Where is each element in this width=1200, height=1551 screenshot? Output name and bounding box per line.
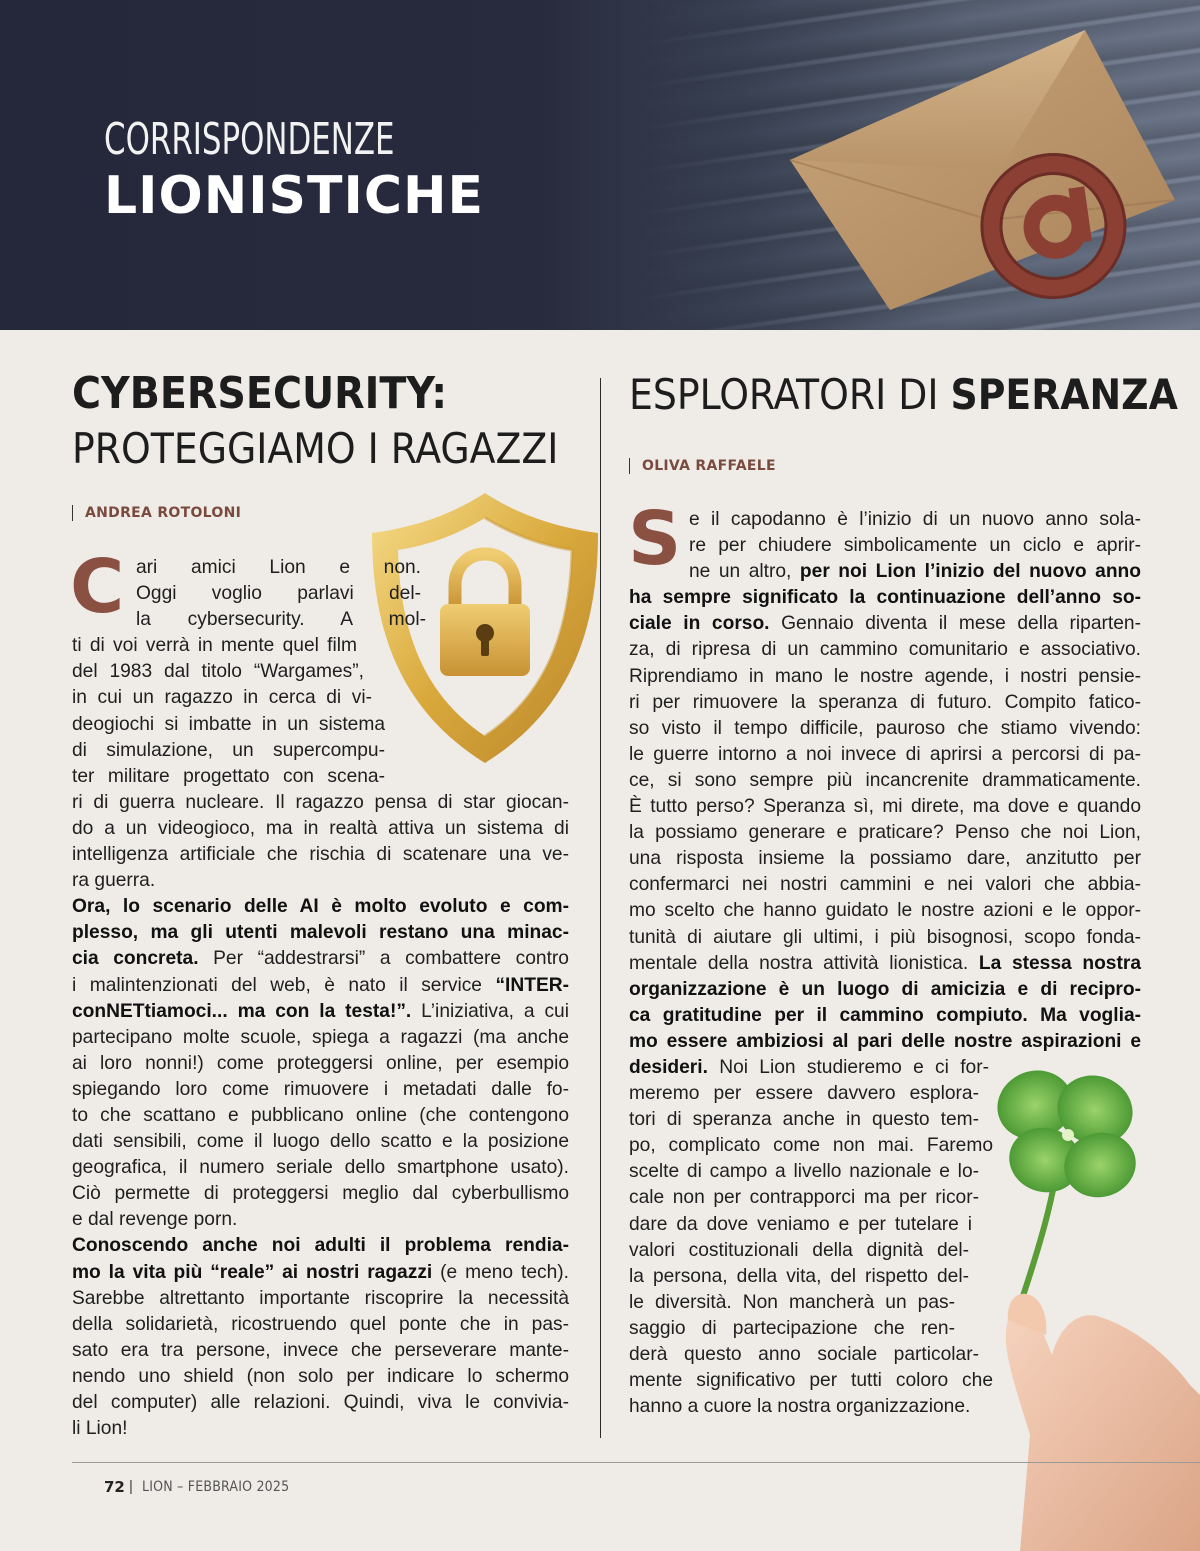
text-line: tori di speranza anche in questo tem- [629, 1109, 979, 1131]
text-line: Oggi voglio parlavi del- [136, 583, 421, 605]
text-line: za, di ripresa di un cammino comunitario e associativo. [629, 639, 1141, 661]
bold-text: ha sempre significato la continuazione dell’anno so- [629, 587, 1141, 609]
text-line: ari amici Lion e non. [136, 557, 421, 578]
text-line: della solidarietà, ricostruendo quel ponte che in pas- [72, 1313, 569, 1335]
text-line: mente significativo per tutti coloro che [629, 1370, 993, 1392]
right-article-body [629, 507, 1141, 1420]
text-line: cale non per contrapporci ma per ricor- [629, 1187, 979, 1209]
text-line [72, 946, 569, 972]
bold-text: per noi Lion l’inizio del nuovo anno [799, 561, 1141, 583]
envelope-at-sign-icon [780, 20, 1180, 310]
text-span: Gennaio diventa il mese della riparten- [769, 613, 1141, 635]
left-dropcap: C [70, 544, 125, 630]
text-line [72, 894, 569, 920]
footer-rule [72, 1462, 1200, 1463]
text-span: Per “addestrarsi” a combattere contro [198, 948, 569, 970]
text-line: una risposta insieme la possiamo dare, anzitutto per [629, 848, 1141, 870]
text-line: intelligenza artificiale che rischia di scatenare una ve- [72, 844, 569, 866]
text-line: sato era tra persone, invece che perseverare mante- [72, 1339, 569, 1361]
text-line [72, 920, 569, 946]
text-line [72, 999, 569, 1025]
text-line [72, 973, 569, 999]
text-line: la possiamo generare e praticare? Penso che noi Lion, [629, 822, 1141, 844]
text-line: Sarebbe altrettanto importante riscoprire la necessità [72, 1287, 569, 1309]
text-line: e il capodanno è l’inizio di un nuovo anno sola- [689, 509, 1141, 530]
page-number: 72 [104, 1478, 125, 1496]
text-span: i malintenzionati del web, è nato il service [72, 974, 496, 996]
bold-text: desideri. [629, 1056, 708, 1078]
text-line: le diversità. Non mancherà un pas- [629, 1291, 955, 1313]
text-line: del computer) alle relazioni. Quindi, viva le convivia- [72, 1392, 569, 1413]
text-line: ti di voi verrà in mente quel film [72, 635, 357, 657]
bold-text: ciale in corso. [629, 613, 770, 635]
bold-text: organizzazione è un luogo di amicizia e di recipro- [629, 978, 1141, 1000]
text-line: deogiochi si imbatte in un sistema [72, 713, 385, 735]
text-line: meremo per essere davvero esplora- [629, 1083, 979, 1105]
right-headline-light: ESPLORATORI DI [629, 370, 951, 419]
section-title: LIONISTICHE [104, 166, 485, 226]
text-line: do a un videogioco, ma in realtà attiva un sistema di [72, 817, 569, 839]
left-article-body [72, 555, 569, 1442]
bold-text: “INTER- [495, 974, 569, 996]
text-line: nendo uno shield (non solo per indicare lo schermo [72, 1365, 569, 1387]
text-line [629, 1003, 1141, 1029]
text-line: derà questo anno sociale particolar- [629, 1344, 979, 1365]
column-divider [600, 378, 601, 1438]
text-line: scelte di campo a livello nazionale e lo- [629, 1161, 979, 1183]
text-line [689, 559, 1141, 585]
bold-text: cia concreta. [72, 948, 199, 970]
bold-text: mo essere ambiziosi al pari delle nostre aspirazioni e [629, 1030, 1141, 1052]
bold-text: conNETtiamoci... ma con la testa!”. [72, 1000, 412, 1022]
text-line: È tutto perso? Speranza sì, mi direte, ma dove e quando [629, 796, 1141, 818]
text-line: mo scelto che hanno guidato le nostre azioni e le oppor- [629, 900, 1141, 922]
text-line: Ciò permette di proteggersi meglio dal cyberbullismo [72, 1183, 569, 1205]
text-line: del 1983 dal titolo “Wargames”, [72, 661, 364, 683]
text-line: confermarci nei nostri cammini e nei valori che abbia- [629, 874, 1141, 896]
text-line: to che scattano e pubblicano online (che contengono [72, 1104, 569, 1126]
text-line: li Lion! [72, 1418, 128, 1440]
right-headline-bold: SPERANZA [950, 370, 1178, 419]
text-line [629, 611, 1141, 637]
bold-text: mo la vita più “reale” ai nostri ragazzi [72, 1261, 433, 1283]
section-kicker: CORRISPONDENZE [104, 114, 395, 165]
text-line: valori costituzionali della dignità del- [629, 1239, 969, 1261]
text-span: ne un altro, [689, 561, 800, 583]
text-line: geografica, il numero seriale dello smartphone usato). [72, 1157, 569, 1179]
text-line: di simulazione, un supercompu- [72, 739, 385, 761]
right-headline [629, 370, 1178, 419]
text-line: e dal revenge porn. [72, 1209, 238, 1231]
text-line [72, 1260, 569, 1286]
footer-separator: | [129, 1478, 133, 1495]
bold-text: La stessa nostra [978, 952, 1141, 974]
right-dropcap: S [628, 496, 682, 582]
text-line: la cybersecurity. A mol- [136, 609, 426, 631]
text-line: so visto il tempo difficile, pauroso che stiamo vivendo: [629, 717, 1141, 739]
text-line: po, complicato come non mai. Faremo [629, 1135, 993, 1157]
magazine-issue: LION – FEBBRAIO 2025 [142, 1479, 290, 1495]
text-line: ai loro nonni!) come proteggersi online, per esempio [72, 1052, 569, 1074]
bold-text: Conoscendo anche noi adulti il problema rendia- [72, 1235, 569, 1257]
right-byline: OLIVA RAFFAELE [629, 458, 776, 474]
text-span: mentale della nostra attività lionistica. [629, 952, 979, 974]
text-span: Noi Lion studieremo e ci for- [707, 1056, 989, 1078]
left-headline-light: PROTEGGIAMO I RAGAZZI [72, 424, 559, 473]
text-line: le guerre intorno a noi invece di aprirsi a percorsi di pa- [629, 743, 1141, 765]
text-line: ter militare progettato con scena- [72, 765, 385, 787]
left-headline-bold: CYBERSECURITY: [72, 368, 448, 419]
text-line [629, 585, 1141, 611]
text-line: spiegando loro come rimuovere i metadati dalle fo- [72, 1078, 569, 1100]
text-line: saggio di partecipazione che ren- [629, 1317, 955, 1339]
text-line: dare da dove veniamo e per tutelare i [629, 1213, 972, 1235]
bold-text: ca gratitudine per il cammino compiuto. Ma voglia- [629, 1004, 1141, 1026]
text-line [629, 951, 1141, 977]
text-line: ri di guerra nucleare. Il ragazzo pensa di star giocan- [72, 791, 569, 813]
text-line: tunità di aiutare gli ultimi, i più bisognosi, scopo fonda- [629, 926, 1141, 948]
left-byline: ANDREA ROTOLONI [72, 505, 241, 521]
text-line [629, 977, 1141, 1003]
bold-text: Ora, lo scenario delle AI è molto evoluto e com- [72, 896, 569, 918]
text-line [629, 1055, 989, 1081]
text-line: la persona, della vita, del rispetto del- [629, 1265, 969, 1287]
text-span: (e meno tech). [432, 1261, 569, 1283]
header-banner [0, 0, 1200, 330]
bold-text: plesso, ma gli utenti malevoli restano una minac- [72, 922, 569, 944]
text-line [72, 1233, 569, 1259]
text-line: re per chiudere simbolicamente un ciclo e aprir- [689, 535, 1141, 557]
text-line: partecipano molte scuole, spiega a ragazzi (ma anche [72, 1026, 569, 1048]
text-line [629, 1029, 1141, 1055]
text-line: dati sensibili, come il luogo dello scatto e la posizione [72, 1131, 569, 1153]
text-line: in cui un ragazzo in cerca di vi- [72, 687, 372, 709]
text-line: ce, si sono sempre più incancrenite drammaticamente. [629, 769, 1141, 791]
text-line: ri per rimuovere la speranza di futuro. Compito fatico- [629, 691, 1141, 713]
text-span: L’iniziativa, a cui [411, 1000, 569, 1022]
text-line: hanno a cuore la nostra organizzazione. [629, 1396, 971, 1418]
text-line: Riprendiamo in mano le nostre agende, i nostri pensie- [629, 665, 1141, 687]
text-line: ra guerra. [72, 870, 156, 892]
